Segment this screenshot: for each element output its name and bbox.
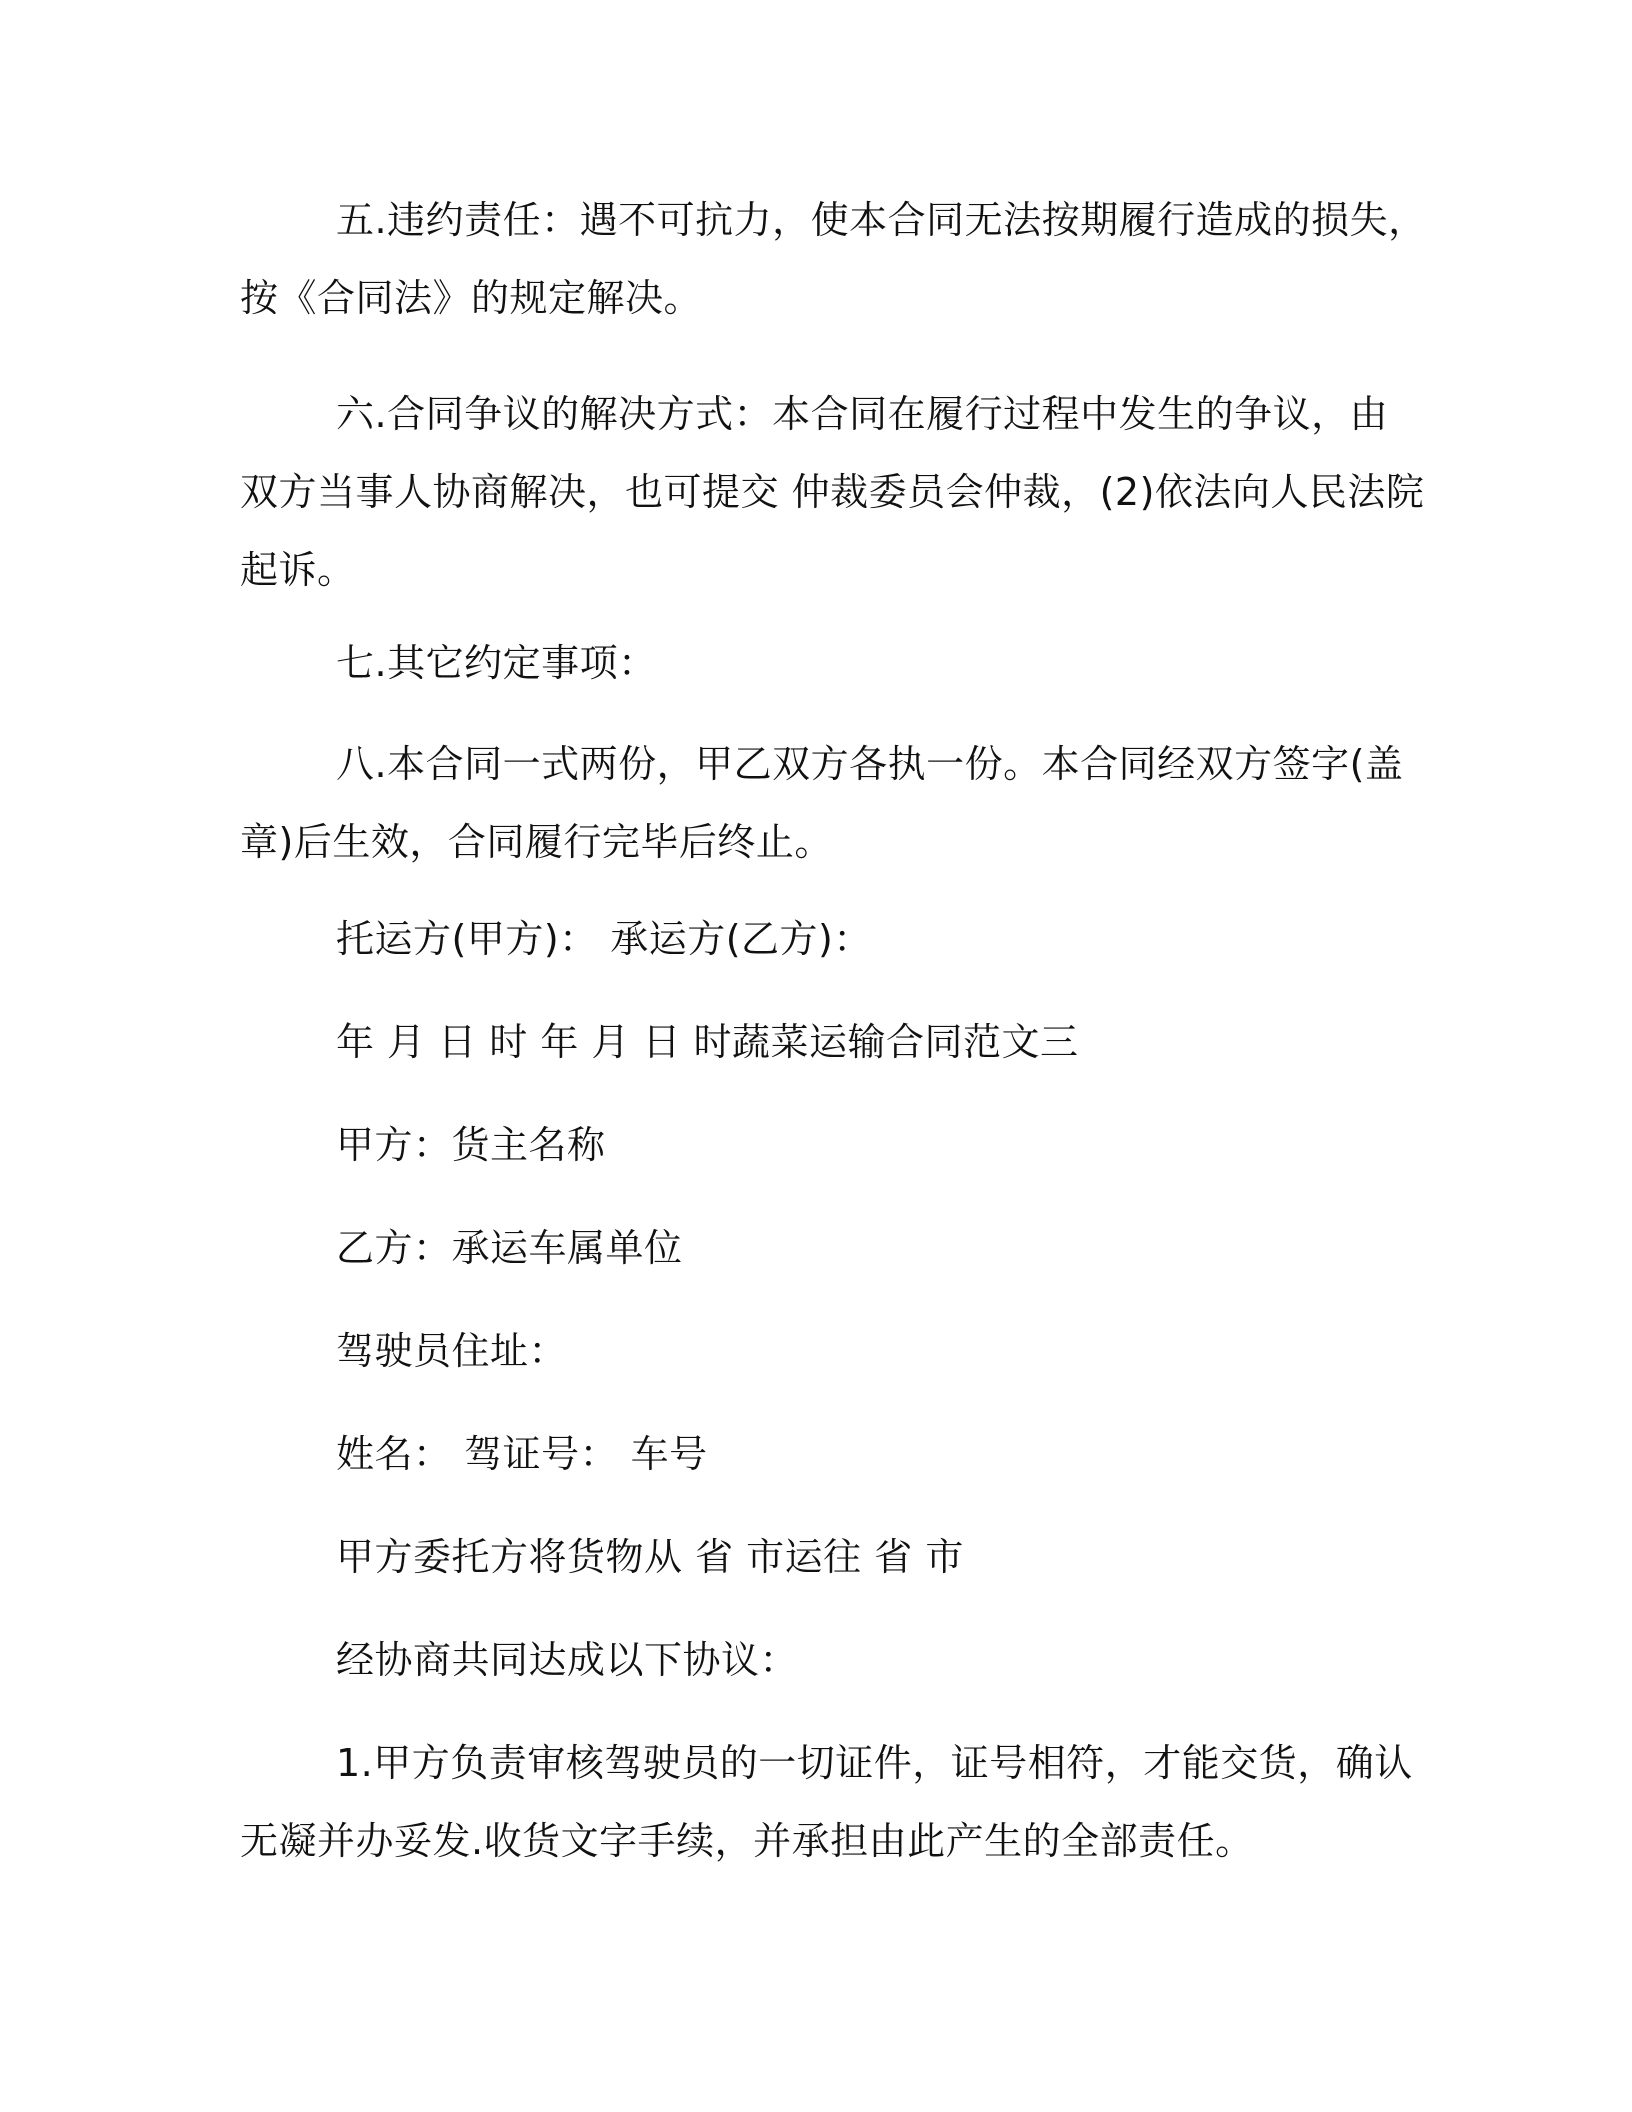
text-line: 姓名： 驾证号： 车号 <box>336 1432 708 1476</box>
text-line: 双方当事人协商解决，也可提交 仲裁委员会仲裁，(2)依法向人民法院 <box>240 470 1425 514</box>
agreement-intro <box>240 1621 1376 1699</box>
text-line: 七.其它约定事项： <box>336 641 657 685</box>
signature-parties <box>240 900 1376 978</box>
clause-copies-effect <box>240 725 1404 881</box>
clause-1-verification <box>240 1724 1413 1880</box>
text-line: 甲方：货主名称 <box>336 1123 606 1167</box>
clause-dispute-resolution <box>240 375 1425 609</box>
text-line: 经协商共同达成以下协议： <box>336 1638 799 1682</box>
text-line: 托运方(甲方)： 承运方(乙方)： <box>336 917 872 961</box>
text-line: 驾驶员住址： <box>336 1329 568 1373</box>
clause-other-matters <box>240 624 1376 702</box>
text-line: 乙方：承运车属单位 <box>336 1226 683 1270</box>
text-line: 按《合同法》的规定解决。 <box>240 276 703 320</box>
driver-address <box>240 1312 1376 1390</box>
date-and-title <box>240 1003 1376 1081</box>
shipping-route <box>240 1518 1376 1596</box>
text-line: 章)后生效，合同履行完毕后终止。 <box>240 820 833 864</box>
text-line: 五.违约责任：遇不可抗力，使本合同无法按期履行造成的损失， <box>336 198 1427 242</box>
text-line: 六.合同争议的解决方式：本合同在履行过程中发生的争议，由 <box>336 392 1389 436</box>
text-line: 年 月 日 时 年 月 日 时蔬菜运输合同范文三 <box>336 1020 1079 1064</box>
party-a <box>240 1106 1376 1184</box>
text-line: 1.甲方负责审核驾驶员的一切证件，证号相符，才能交货，确认 <box>336 1741 1413 1785</box>
driver-info <box>240 1415 1376 1493</box>
text-line: 八.本合同一式两份，甲乙双方各执一份。本合同经双方签字(盖 <box>336 742 1404 786</box>
party-b <box>240 1209 1376 1287</box>
text-line: 甲方委托方将货物从 省 市运往 省 市 <box>336 1535 964 1579</box>
clause-breach-liability <box>240 181 1427 337</box>
text-line: 无凝并办妥发.收货文字手续，并承担由此产生的全部责任。 <box>240 1819 1254 1863</box>
text-line: 起诉。 <box>240 548 356 592</box>
